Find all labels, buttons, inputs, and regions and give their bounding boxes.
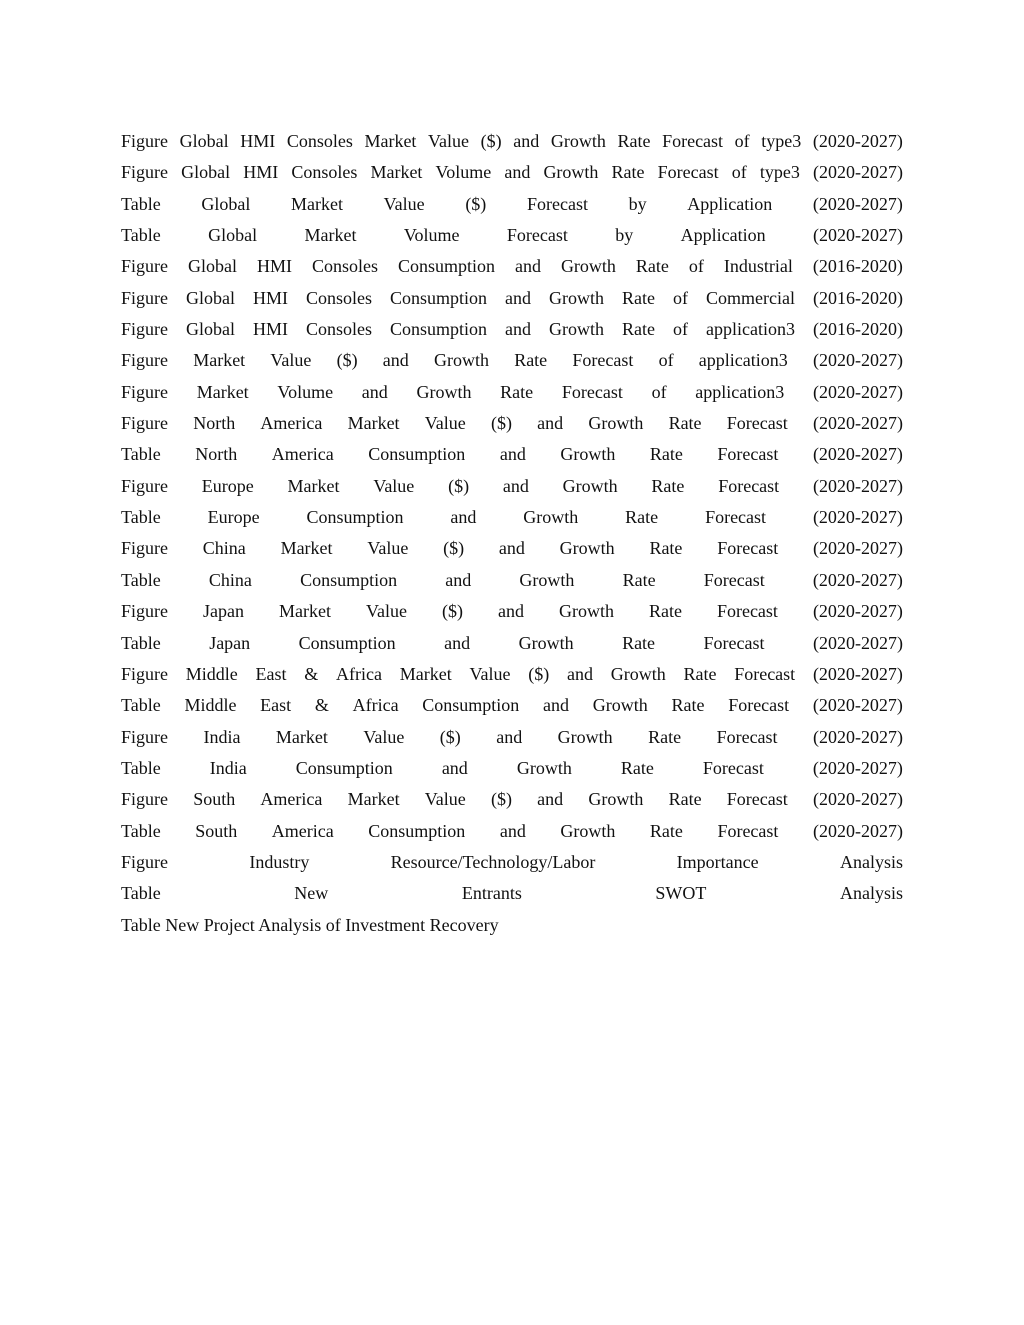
list-item-word: Forecast	[572, 350, 634, 371]
list-item	[121, 251, 903, 282]
list-item-word: Figure	[121, 601, 168, 622]
list-item-word: HMI	[253, 287, 288, 308]
list-item-word: and	[537, 789, 564, 810]
list-item-word: Forecast	[734, 663, 796, 684]
list-item-word: Market	[370, 162, 423, 183]
list-item-word: Market	[347, 789, 400, 810]
list-item-word: Growth	[592, 695, 648, 716]
list-item-word: Volume	[403, 225, 460, 246]
list-item-word: Middle	[184, 695, 237, 716]
list-item-word: and	[382, 350, 409, 371]
list-item-word: New	[294, 883, 329, 904]
list-item-word: Table	[121, 820, 161, 841]
list-item-word: Application	[687, 193, 773, 214]
list-item-word: Importance	[676, 851, 759, 872]
list-item-word: Rate	[651, 475, 685, 496]
list-item-word: and	[505, 319, 532, 340]
list-item-word: Table	[121, 883, 161, 904]
list-item-word: China	[208, 569, 252, 590]
list-item-word: and	[444, 632, 471, 653]
list-item-word: Rate	[648, 601, 682, 622]
list-item-word: (2016-2020)	[812, 256, 903, 277]
list-item-word: Growth	[559, 538, 615, 559]
list-item-word: (2020-2027)	[812, 695, 903, 716]
list-item-word: Forecast	[716, 601, 778, 622]
list-item-word: Africa	[336, 663, 382, 684]
list-item-word: and	[537, 413, 564, 434]
list-item-word: (2020-2027)	[812, 507, 903, 528]
list-item-word: Growth	[543, 162, 599, 183]
list-item-word: Figure	[121, 789, 168, 810]
list-item-word: Global	[179, 131, 229, 151]
list-item-word: Figure	[121, 162, 168, 183]
list-item-word: application3	[698, 350, 788, 371]
list-item-word: Consoles	[306, 287, 373, 308]
list-item-word: (2020-2027)	[812, 538, 903, 559]
list-item-word: America	[260, 413, 323, 434]
list-item-word: Consumption	[298, 632, 396, 653]
list-item-word: Rate	[620, 757, 654, 778]
list-item-word: Figure	[121, 726, 168, 747]
list-item	[121, 753, 903, 784]
list-item-word: Japan	[209, 632, 251, 653]
list-item-word: application3	[706, 319, 796, 340]
list-item	[121, 784, 903, 815]
list-item-word: and	[502, 475, 529, 496]
list-item-word: Market	[291, 193, 344, 214]
list-item-word: Rate	[622, 319, 656, 340]
list-item-word: Forecast	[703, 569, 765, 590]
list-item-word: East	[260, 695, 292, 716]
list-item-word: Industry	[249, 851, 310, 872]
list-item-word: &	[304, 663, 319, 684]
list-item	[121, 377, 903, 408]
list-item-word: (2020-2027)	[812, 444, 903, 465]
list-item-word: Table	[121, 757, 161, 778]
list-item	[121, 220, 903, 251]
list-item	[121, 533, 903, 564]
list-item-word: Forecast	[726, 413, 788, 434]
list-item-word: Global	[186, 287, 235, 308]
list-item-word: of	[734, 131, 750, 151]
list-item-word: Rate	[625, 507, 659, 528]
figure-table-list	[121, 126, 903, 941]
list-item-word: Analysis	[839, 883, 903, 904]
list-item-word: ($)	[336, 350, 358, 371]
list-item-word: South	[195, 820, 238, 841]
list-item-word: Rate	[622, 287, 656, 308]
list-item-word: Rate	[622, 569, 656, 590]
list-item-word: Growth	[518, 632, 574, 653]
list-item	[121, 816, 903, 847]
list-item-word: Growth	[523, 507, 579, 528]
list-item-word: and	[505, 287, 532, 308]
list-item-word: Forecast	[726, 789, 788, 810]
list-item-word: Global	[201, 193, 251, 214]
list-item-word: Consumption	[390, 319, 488, 340]
list-item-word: and	[445, 569, 472, 590]
list-item-word: North	[193, 413, 236, 434]
list-item-word: and	[513, 131, 540, 151]
list-item-word: Market	[275, 726, 328, 747]
list-item-word: Global	[187, 256, 237, 277]
list-item	[121, 439, 903, 470]
list-item-word: Figure	[121, 851, 168, 872]
list-item	[121, 596, 903, 627]
list-item-word: Consoles	[311, 256, 378, 277]
list-item-word: Value	[363, 726, 405, 747]
list-item-word: and	[361, 381, 388, 402]
list-item-word: Growth	[519, 569, 575, 590]
list-item-word: Forecast	[657, 162, 719, 183]
list-item	[121, 878, 903, 909]
list-item-word: (2020-2027)	[812, 757, 903, 778]
list-item	[121, 628, 903, 659]
list-item-word: America	[271, 820, 334, 841]
list-item-word: Rate	[649, 538, 683, 559]
list-item-word: and	[497, 601, 524, 622]
list-item-word: Market	[196, 381, 249, 402]
list-item	[121, 314, 903, 345]
list-item-word: Forecast	[526, 193, 588, 214]
list-item-word: ($)	[439, 726, 461, 747]
list-item-word: ($)	[480, 131, 502, 151]
list-item-word: application3	[695, 381, 785, 402]
list-item-word: ($)	[441, 601, 463, 622]
list-item-word: Forecast	[717, 444, 779, 465]
list-item-word: Value	[383, 193, 425, 214]
list-item-word: SWOT	[655, 883, 707, 904]
list-item-word: (2020-2027)	[812, 193, 903, 214]
list-item-word: Market	[280, 538, 333, 559]
list-item-word: ($)	[490, 413, 512, 434]
list-item-word: Forecast	[717, 538, 779, 559]
list-item	[121, 565, 903, 596]
list-item-word: Forecast	[716, 726, 778, 747]
list-item-word: (2020-2027)	[812, 350, 903, 371]
list-item	[121, 659, 903, 690]
list-item-word: Growth	[416, 381, 472, 402]
list-item-word: Volume	[435, 162, 492, 183]
list-item-word: type3	[759, 162, 800, 183]
list-item-word: Rate	[668, 789, 702, 810]
list-item-word: Consumption	[422, 695, 520, 716]
list-item-word: Volume	[277, 381, 334, 402]
list-item-word: and	[499, 444, 526, 465]
list-item	[121, 502, 903, 533]
list-item-word: Consumption	[397, 256, 495, 277]
list-item-word: Market	[304, 225, 357, 246]
list-item	[121, 471, 903, 502]
list-item-word: Value	[367, 538, 409, 559]
list-item-word: Value	[270, 350, 312, 371]
list-item-word: Rate	[649, 820, 683, 841]
list-item	[121, 722, 903, 753]
list-item-word: America	[260, 789, 323, 810]
list-item-word: North	[195, 444, 238, 465]
list-item-word: (2020-2027)	[812, 632, 903, 653]
list-item-word: (2020-2027)	[813, 726, 903, 747]
list-item-word: HMI	[256, 256, 292, 277]
list-item-word: (2020-2027)	[812, 569, 903, 590]
list-item-word: (2020-2027)	[812, 663, 903, 684]
list-item-word: Table	[121, 569, 161, 590]
list-item-word: Market	[278, 601, 331, 622]
list-item-word: (2020-2027)	[812, 820, 903, 841]
list-item-word: Market	[193, 350, 246, 371]
list-item-word: Value	[424, 789, 466, 810]
list-item-word: Table	[121, 695, 161, 716]
list-item-word: Global	[186, 319, 235, 340]
list-item-word: Growth	[516, 757, 572, 778]
list-item-word: Forecast	[703, 632, 765, 653]
list-item-word: Growth	[433, 350, 489, 371]
list-item-word: Global	[208, 225, 258, 246]
list-item-word: East	[255, 663, 287, 684]
list-item-word: Consoles	[291, 162, 358, 183]
list-item-word: by	[615, 225, 634, 246]
list-item-word: and	[450, 507, 477, 528]
list-item-word: (2016-2020)	[813, 319, 903, 340]
list-item-word: Market	[364, 131, 417, 151]
list-item-word: Value	[424, 413, 466, 434]
list-item-word: Growth	[588, 789, 644, 810]
list-item-word: Figure	[121, 131, 168, 151]
list-item-word: HMI	[253, 319, 288, 340]
list-item-word: of	[651, 381, 667, 402]
list-item-word: Consoles	[286, 131, 353, 151]
list-item-word: Rate	[500, 381, 534, 402]
list-item-word: Forecast	[728, 695, 790, 716]
list-item-word: Europe	[201, 475, 254, 496]
list-item-word: Value	[469, 663, 511, 684]
list-item-word: Growth	[588, 413, 644, 434]
list-item-word: Rate	[649, 444, 683, 465]
list-item	[121, 283, 903, 314]
list-item-word: Growth	[560, 444, 616, 465]
list-item-word: ($)	[448, 475, 470, 496]
list-item-word: Consumption	[306, 507, 404, 528]
list-item-word: HMI	[240, 131, 276, 151]
list-item-word: Consoles	[306, 319, 373, 340]
list-item-word: of	[688, 256, 704, 277]
list-item-word: Growth	[558, 601, 614, 622]
list-item-word: South	[193, 789, 236, 810]
list-item-word: Consumption	[368, 444, 466, 465]
list-item-word: HMI	[243, 162, 279, 183]
list-item-word: Application	[680, 225, 766, 246]
list-item-word: Consumption	[390, 287, 488, 308]
list-item-word: Japan	[203, 601, 244, 622]
list-item-word: (2020-2027)	[812, 131, 903, 151]
list-item-word: India	[209, 757, 247, 778]
list-item-word: of	[673, 287, 689, 308]
list-item-text: Table New Project Analysis of Investment Recovery	[121, 914, 499, 935]
list-item-word: (2020-2027)	[812, 601, 903, 622]
list-item-word: Rate	[617, 131, 651, 151]
list-item-word: Rate	[668, 413, 702, 434]
list-item-word: Growth	[550, 131, 606, 151]
list-item-word: and	[441, 757, 468, 778]
list-item-word: &	[314, 695, 329, 716]
list-item-word: Table	[121, 507, 161, 528]
list-item-word: Resource/Technology/Labor	[390, 851, 596, 872]
list-item-word: Market	[347, 413, 400, 434]
list-item-word: Forecast	[717, 820, 779, 841]
list-item-word: Global	[181, 162, 231, 183]
list-item-word: Forecast	[702, 757, 764, 778]
list-item-word: Growth	[549, 319, 605, 340]
list-item-word: ($)	[443, 538, 465, 559]
list-item-word: Figure	[121, 256, 168, 277]
list-item-word: Europe	[207, 507, 260, 528]
list-item-word: (2020-2027)	[812, 789, 903, 810]
list-item-word: Rate	[622, 632, 656, 653]
list-item-word: and	[566, 663, 593, 684]
list-item-word: of	[673, 319, 689, 340]
list-item-word: Growth	[560, 256, 616, 277]
list-item-word: Forecast	[662, 131, 724, 151]
list-item-word: Commercial	[706, 287, 796, 308]
list-item-word: of	[731, 162, 747, 183]
list-item-word: (2020-2027)	[812, 162, 903, 183]
list-item-word: and	[496, 726, 523, 747]
list-item-word: (2020-2027)	[812, 381, 903, 402]
list-item-word: Growth	[549, 287, 605, 308]
list-item-word: Table	[121, 193, 161, 214]
list-item-word: Rate	[514, 350, 548, 371]
list-item-word: (2020-2027)	[812, 413, 903, 434]
list-item-word: Rate	[648, 726, 682, 747]
list-item-word: Industrial	[723, 256, 793, 277]
list-item-word: India	[203, 726, 241, 747]
list-item-word: America	[271, 444, 334, 465]
list-item-word: Table	[121, 225, 161, 246]
list-item	[121, 847, 903, 878]
list-item-word: Analysis	[839, 851, 903, 872]
list-item-word: Table	[121, 632, 161, 653]
list-item	[121, 126, 903, 157]
list-item-word: Forecast	[506, 225, 568, 246]
list-item-word: ($)	[528, 663, 550, 684]
list-item-word: Growth	[610, 663, 666, 684]
list-item	[121, 690, 903, 721]
list-item-word: Consumption	[300, 569, 398, 590]
list-item	[121, 157, 903, 188]
list-item-word: Figure	[121, 319, 168, 340]
list-item-word: ($)	[465, 193, 487, 214]
list-item-word: Value	[365, 601, 407, 622]
list-item-word: Forecast	[561, 381, 623, 402]
list-item-word: by	[628, 193, 647, 214]
list-item-word: Consumption	[295, 757, 393, 778]
list-item-word: and	[499, 820, 526, 841]
list-item-word: (2020-2027)	[812, 225, 903, 246]
list-item-word: Value	[428, 131, 470, 151]
list-item-word: Consumption	[368, 820, 466, 841]
list-item-word: Figure	[121, 381, 168, 402]
list-item-word: Market	[287, 475, 340, 496]
list-item-word: Rate	[635, 256, 669, 277]
list-item-word: Figure	[121, 350, 168, 371]
list-item-word: and	[504, 162, 531, 183]
list-item-word: of	[658, 350, 674, 371]
list-item-word: Rate	[611, 162, 645, 183]
list-item-word: ($)	[490, 789, 512, 810]
list-item-word: Table	[121, 444, 161, 465]
list-item-word: Rate	[671, 695, 705, 716]
list-item-word: Forecast	[705, 507, 767, 528]
list-item	[121, 910, 903, 941]
list-item-word: Growth	[557, 726, 613, 747]
list-item-word: Figure	[121, 475, 168, 496]
list-item-word: Growth	[560, 820, 616, 841]
list-item-word: China	[202, 538, 246, 559]
list-item-word: Figure	[121, 413, 168, 434]
list-item-word: and	[514, 256, 541, 277]
list-item-word: (2020-2027)	[812, 475, 903, 496]
list-item-word: Figure	[121, 287, 168, 308]
list-item-word: and	[498, 538, 525, 559]
list-item-word: Growth	[562, 475, 618, 496]
list-item-word: Figure	[121, 538, 168, 559]
list-item-word: Rate	[683, 663, 717, 684]
list-item-word: Entrants	[461, 883, 522, 904]
list-item-word: Africa	[352, 695, 399, 716]
list-item-word: Value	[373, 475, 415, 496]
list-item	[121, 189, 903, 220]
list-item	[121, 345, 903, 376]
list-item-word: Figure	[121, 663, 168, 684]
list-item-word: Forecast	[718, 475, 780, 496]
list-item	[121, 408, 903, 439]
list-item-word: type3	[761, 131, 802, 151]
list-item-word: (2016-2020)	[813, 287, 903, 308]
list-item-word: Middle	[185, 663, 238, 684]
list-item-word: Market	[399, 663, 452, 684]
list-item-word: and	[543, 695, 570, 716]
